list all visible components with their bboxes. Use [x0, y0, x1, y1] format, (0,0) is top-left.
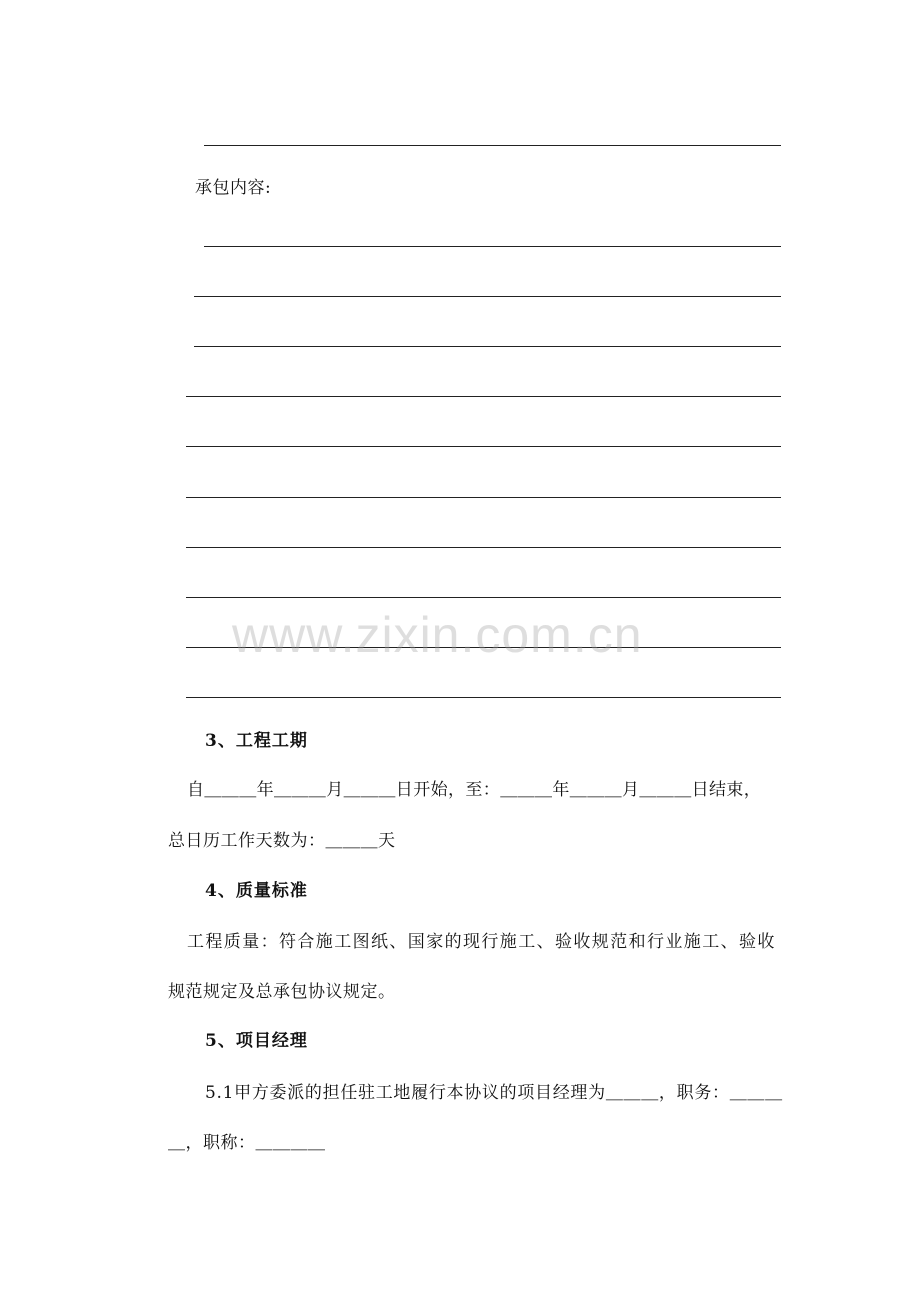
- watermark: www.zixin.com.cn: [232, 607, 643, 663]
- project-manager-line-2: ＿，职称：＿＿＿＿: [168, 1133, 326, 1153]
- quality-line-1: 工程质量：符合施工图纸、国家的现行施工、验收规范和行业施工、验收: [187, 932, 776, 952]
- blank-line: [186, 446, 781, 447]
- section-heading-quality: 4、质量标准: [205, 881, 308, 901]
- blank-line: [204, 246, 781, 247]
- quality-line-2: 规范规定及总承包协议规定。: [168, 982, 396, 1002]
- project-manager-line-1: 5.1甲方委派的担任驻工地履行本协议的项目经理为＿＿＿，职务：＿＿＿: [205, 1083, 783, 1103]
- blank-line: [194, 346, 781, 347]
- blank-line: [186, 396, 781, 397]
- section-heading-schedule: 3、工程工期: [205, 731, 308, 751]
- blank-line: [204, 145, 781, 146]
- section-heading-project-manager: 5、项目经理: [205, 1031, 308, 1051]
- schedule-line-1: 自＿＿＿年＿＿＿月＿＿＿日开始，至：＿＿＿年＿＿＿月＿＿＿日结束，: [187, 780, 762, 800]
- blank-line: [186, 497, 781, 498]
- blank-line: [186, 547, 781, 548]
- blank-line: [186, 597, 781, 598]
- blank-line: [194, 296, 781, 297]
- blank-line: [186, 697, 781, 698]
- schedule-line-2: 总日历工作天数为：＿＿＿天: [168, 831, 396, 851]
- contract-scope-label: 承包内容:: [195, 178, 272, 198]
